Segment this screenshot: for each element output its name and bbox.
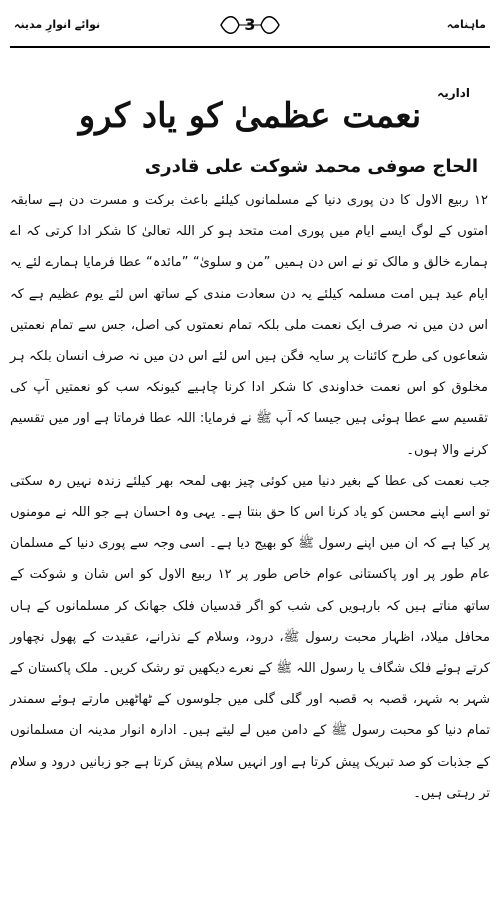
page-header [10, 8, 490, 48]
magazine-name-label: نوائے انوارِ مدینہ [14, 18, 101, 31]
paragraph: جب نعمت کی عطا کے بغیر دنیا میں کوئی چیز بھی لمحہ بھر کیلئے زندہ نہیں رہ سکتی تو اسے اپنے محسن کو یاد کرنا اس کا حق بنتا ہے۔ یہی وہ احسان ہے جو اللہ نے مومنوں پر کیا ہے کہ ان میں اپنے رسول ﷺ کو بھیج دیا ہے۔ اسی وجہ سے پوری دنیا کے مسلمان عام طور پر اور پاکستانی عوام خاص طور پر ١٢ ربیع الاول کو اس شان و شوکت کے ساتھ مناتے ہیں کہ بارہویں کی شب کو اگر قدسیان فلک جھانک کر مسلمانوں کے ہاں محافل میلاد، اظہار محبت رسول ﷺ، درود، وسلام کے نذرانے، عقیدت کے پھول نچھاور کرتے ہوئے فلک شگاف یا رسول اللہ ﷺ کے نعرے دیکھیں تو رشک کریں۔ ملک پاکستان کے شہر بہ شہر، قصبہ بہ قصبہ اور گلی گلی میں جلوسوں کے ٹھاٹھیں مارتے ہوئے سمندر تمام دنیا کو محبت رسول ﷺ کے دامن میں لے لیتے ہیں۔ ادارہ انوار مدینہ ان مسلمانوں کے جذبات کو صد تبریک پیش کرتا ہے اور انہیں سلام پیش کرتا ہے جو زبانیں درود و سلام تر رہتی ہیں۔ [10, 473, 491, 801]
paragraph: ١٢ ربیع الاول کا دن پوری دنیا کے مسلمانوں کیلئے باعث برکت و مسرت دن ہے سابقہ امتوں کے لوگ ایسے ایام میں پوری امت متحد ہو کر اللہ تعالیٰ کا شکر ادا کرتی کہ اے ہمارے خالق و مالک تو نے اس دن ہمیں ”من و سلویٰ“ ”مائدہ“ عطا فرمایا ہمارے لئے یہ ایام عید ہیں امت مسلمہ کیلئے یہ دن سعادت مندی کے ساتھ اس لئے یوم عظیم ہے کہ اس دن میں نہ صرف ایک نعمت ملی بلکہ تمام نعمتوں کی اصل، جس سے تمام نعمتیں شعاعوں کی طرح کائنات پر سایہ فگن ہیں اس لئے اس دن میں نہ صرف انسان بلکہ ہر مخلوق کو اس نعمت خداوندی کا شکر ادا کرنا چاہیے کیونکہ سب کو نعمتیں آپ کی تقسیم سے عطا ہوئی ہیں جیسا کہ آپ ﷺ نے فرمایا: اللہ عطا فرماتا ہے اور میں تقسیم کرنے والا ہوں۔ [10, 193, 488, 458]
section-label: اداریہ [437, 86, 470, 100]
article-title: نعمت عظمیٰ کو یاد کرو [78, 96, 422, 136]
magazine-type-label: ماہنامہ [446, 18, 486, 31]
page-number-badge [217, 12, 283, 38]
page-number: 3 [244, 15, 256, 34]
article-author: الحاج صوفی محمد شوکت علی قادری [144, 156, 478, 177]
article-body [10, 185, 490, 809]
